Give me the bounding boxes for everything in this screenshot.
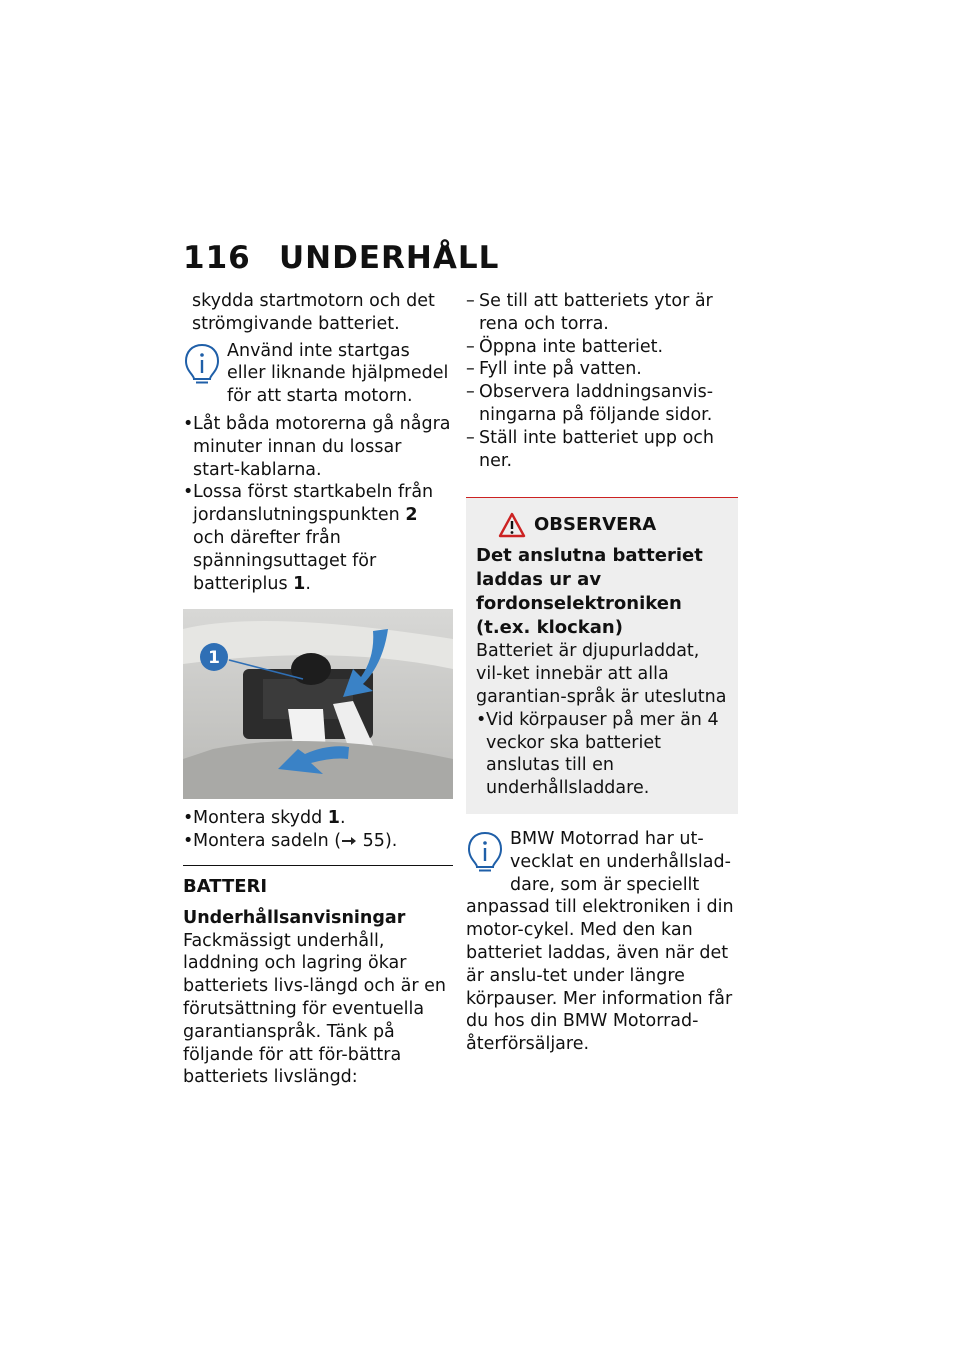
list-item: – Se till att batteriets ytor är rena och torra. bbox=[466, 291, 713, 334]
list-item-text: Öppna inte batteriet. bbox=[479, 336, 664, 357]
page-reference-arrow-icon bbox=[341, 835, 357, 847]
info-icon bbox=[183, 342, 221, 386]
bullet-item bbox=[183, 830, 453, 853]
list-item-text: Observera laddningsanvis-ningarna på följande sidor. bbox=[479, 382, 714, 425]
section-title: BATTERI bbox=[183, 875, 268, 897]
bullet-dot-icon: • bbox=[183, 413, 194, 434]
page-reference[interactable]: 55 bbox=[362, 831, 385, 852]
warning-headline: Det anslutna batteriet laddas ur av fordonselektroniken (t.ex. klockan) bbox=[476, 545, 703, 639]
warning-header bbox=[498, 512, 730, 538]
punctuation: . bbox=[305, 573, 311, 594]
page-number: 116 bbox=[183, 240, 251, 276]
bullet-text: och därefter från spänningsuttaget för batteriplus bbox=[193, 527, 377, 594]
list-item: – Fyll inte på vatten. bbox=[466, 359, 642, 380]
bullet-item bbox=[183, 807, 453, 830]
left-column bbox=[183, 290, 453, 1089]
list-item-text: Fyll inte på vatten. bbox=[479, 359, 642, 380]
bullet-item bbox=[183, 481, 453, 595]
right-column bbox=[466, 290, 738, 1056]
ref-number: 1 bbox=[327, 808, 340, 829]
list-item: – Öppna inte batteriet. bbox=[466, 336, 664, 357]
bullet-item bbox=[183, 413, 453, 481]
ref-number: 1 bbox=[293, 573, 306, 594]
body-text: Fackmässigt underhåll, laddning och lagring ökar batteriets livs-längd och är en förutsättning för eventuella garantianspråk. Tänk på följande för att för-bättra batteriets livslängd: bbox=[183, 930, 446, 1088]
list-item-text: Ställ inte batteriet upp och ner. bbox=[479, 427, 714, 471]
subsection-title: Underhållsanvisningar bbox=[183, 907, 406, 928]
punctuation: . bbox=[339, 808, 346, 829]
bullet-text: Låt båda motorerna gå några minuter innan du lossar start-kablarna. bbox=[193, 413, 451, 480]
info-text: Använd inte startgas eller liknande hjälpmedel för att starta motorn. bbox=[227, 340, 449, 407]
warning-text: Batteriet är djupurladdat, vil-ket innebär att alla garantian-språk är uteslutna bbox=[476, 641, 727, 707]
page-title: UNDERHÅLL bbox=[279, 240, 500, 276]
list-item: – Observera laddningsanvis-ningarna på följande sidor. bbox=[466, 382, 714, 425]
info-icon bbox=[466, 830, 504, 874]
page-header bbox=[183, 240, 499, 276]
bullet-item bbox=[476, 709, 730, 800]
punctuation: ). bbox=[384, 831, 398, 852]
bullet-dot-icon: • bbox=[476, 709, 487, 730]
section-divider bbox=[183, 865, 453, 866]
ref-number: 2 bbox=[405, 505, 418, 526]
battery-cover-photo bbox=[183, 609, 453, 799]
intro-line-2: strömgivande batteriet. bbox=[192, 313, 400, 334]
warning-title: OBSERVERA bbox=[534, 513, 657, 535]
bullet-dot-icon: • bbox=[183, 482, 194, 503]
list-item: – Ställ inte batteriet upp och ner. bbox=[466, 427, 714, 471]
bullet-text: Montera sadeln ( bbox=[193, 831, 342, 852]
bullet-dot-icon: • bbox=[183, 831, 194, 852]
warning-box bbox=[466, 497, 738, 814]
bullet-dot-icon: • bbox=[183, 808, 194, 829]
info-note-startgas bbox=[183, 340, 453, 408]
bullet-text: Lossa först startkabeln från jordanslutningspunkten bbox=[193, 482, 434, 526]
info-note-charger bbox=[466, 828, 738, 1056]
bullet-text: Montera skydd bbox=[193, 808, 323, 829]
info-text: BMW Motorrad har ut-vecklat en underhållslad-dare, som är speciellt anpassad till elektroniken i din motor-cykel. Med den kan batteriet laddas, även när det är anslu-tet under längre körpauser. Mer information får du hos din BMW Motorrad-återförsäljare. bbox=[466, 828, 734, 1055]
warning-triangle-icon bbox=[498, 512, 526, 538]
list-item-text: Se till att batteriets ytor är rena och torra. bbox=[479, 291, 713, 334]
intro-line-1: skydda startmotorn och det bbox=[192, 291, 435, 311]
bullet-text: Vid körpauser på mer än 4 veckor ska batteriet anslutas till en underhållsladdare. bbox=[486, 709, 719, 799]
photo-callout-1: 1 bbox=[208, 648, 220, 669]
